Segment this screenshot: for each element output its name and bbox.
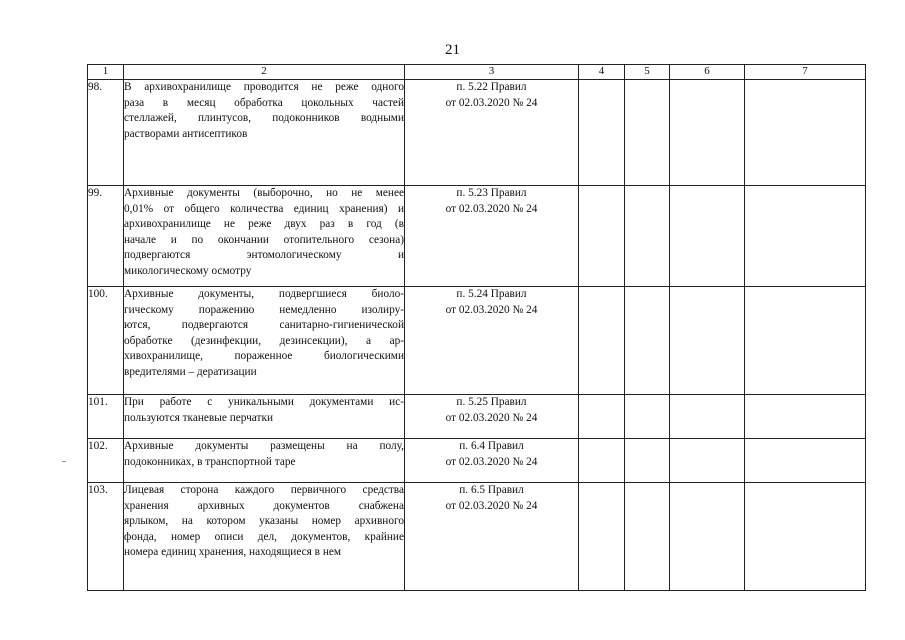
cell-col-5 <box>625 186 670 287</box>
table-row <box>88 439 866 483</box>
header-col-2: 2 <box>124 65 405 80</box>
checklist-table <box>87 64 866 591</box>
cell-col-4 <box>579 287 625 395</box>
reference-line: от 02.03.2020 № 24 <box>445 202 538 215</box>
requirement-text <box>124 483 405 591</box>
cell-col-7 <box>745 287 866 395</box>
requirement-line: хранения архивных документов снабжена <box>124 499 404 512</box>
requirement-text <box>124 439 405 483</box>
header-col-7: 7 <box>745 65 866 80</box>
reference-line: п. 5.22 Правил <box>456 81 527 93</box>
scan-mark <box>62 461 66 462</box>
row-number: 102. <box>88 439 124 483</box>
cell-col-7 <box>745 395 866 439</box>
reference-line: от 02.03.2020 № 24 <box>445 455 538 468</box>
requirement-line: микологическому осмотру <box>124 264 252 277</box>
row-number: 98. <box>88 80 124 186</box>
requirement-line: номера единиц хранения, находящиеся в нем <box>124 546 342 559</box>
reference-line: от 02.03.2020 № 24 <box>445 96 538 109</box>
table-row <box>88 80 866 186</box>
requirement-line: Архивные документы, подвергшиеся биоло- <box>124 288 404 300</box>
cell-col-5 <box>625 483 670 591</box>
requirement-line: хивохранилище, пораженное биологическими <box>124 350 404 363</box>
header-col-5: 5 <box>625 65 670 80</box>
page-number: 21 <box>445 42 460 58</box>
row-number: 100. <box>88 287 124 395</box>
requirement-line: Лицевая сторона каждого первичного средства <box>124 484 404 496</box>
cell-col-6 <box>670 395 745 439</box>
cell-col-7 <box>745 483 866 591</box>
cell-col-7 <box>745 80 866 186</box>
reference-line: п. 6.4 Правил <box>459 440 524 452</box>
reference-line: от 02.03.2020 № 24 <box>445 411 538 424</box>
header-col-6: 6 <box>670 65 745 80</box>
regulation-reference <box>405 439 579 483</box>
reference-line: п. 5.23 Правил <box>456 187 527 199</box>
row-number: 103. <box>88 483 124 591</box>
requirement-line: подоконниках, в транспортной таре <box>124 455 296 468</box>
requirement-text <box>124 287 405 395</box>
requirement-line: При работе с уникальными документами ис- <box>124 396 404 408</box>
reference-line: п. 5.25 Правил <box>456 396 527 408</box>
requirement-line: Архивные документы (выборочно, но не менее <box>124 187 404 199</box>
cell-col-4 <box>579 80 625 186</box>
cell-col-6 <box>670 186 745 287</box>
requirement-text <box>124 186 405 287</box>
header-col-4: 4 <box>579 65 625 80</box>
regulation-reference <box>405 80 579 186</box>
requirement-line: ярлыком, на котором указаны номер архивного <box>124 515 404 528</box>
cell-col-6 <box>670 439 745 483</box>
cell-col-6 <box>670 80 745 186</box>
requirement-line: подвергаются энтомологическому и <box>124 249 404 262</box>
requirement-line: стеллажей, плинтусов, подоконников водными <box>124 112 404 125</box>
reference-line: от 02.03.2020 № 24 <box>445 303 538 316</box>
table-row <box>88 287 866 395</box>
reference-line: от 02.03.2020 № 24 <box>445 499 538 512</box>
regulation-reference <box>405 483 579 591</box>
requirement-line: гическому поражению немедленно изолиру- <box>124 303 404 316</box>
cell-col-6 <box>670 483 745 591</box>
reference-line: п. 6.5 Правил <box>459 484 524 496</box>
requirement-line: архивохранилище не реже двух раз в год (в <box>124 218 404 231</box>
requirement-line: обработке (дезинфекции, дезинсекции), а ар- <box>124 334 404 347</box>
reference-line: п. 5.24 Правил <box>456 288 527 300</box>
cell-col-5 <box>625 80 670 186</box>
requirement-line: Архивные документы размещены на полу, <box>124 440 404 452</box>
regulation-reference <box>405 186 579 287</box>
requirement-text <box>124 80 405 186</box>
cell-col-4 <box>579 483 625 591</box>
table-header-row <box>88 65 866 80</box>
cell-col-4 <box>579 439 625 483</box>
requirement-line: вредителями – дератизации <box>124 365 257 378</box>
requirement-line: растворами антисептиков <box>124 127 248 140</box>
cell-col-4 <box>579 186 625 287</box>
requirement-line: 0,01% от общего количества единиц хранения) и <box>124 202 404 215</box>
requirement-text <box>124 395 405 439</box>
requirement-line: раза в месяц обработка цокольных частей <box>124 96 404 109</box>
header-col-3: 3 <box>405 65 579 80</box>
requirement-line: начале и по окончании отопительного сезона) <box>124 233 404 246</box>
row-number: 99. <box>88 186 124 287</box>
regulation-reference <box>405 287 579 395</box>
header-col-1: 1 <box>88 65 124 80</box>
cell-col-5 <box>625 439 670 483</box>
requirement-line: фонда, номер описи дел, документов, крайние <box>124 530 404 543</box>
table-row <box>88 395 866 439</box>
cell-col-4 <box>579 395 625 439</box>
cell-col-6 <box>670 287 745 395</box>
cell-col-7 <box>745 186 866 287</box>
requirement-line: ются, подвергаются санитарно-гигиенической <box>124 319 404 332</box>
row-number: 101. <box>88 395 124 439</box>
table-row <box>88 483 866 591</box>
requirement-line: пользуются тканевые перчатки <box>124 411 273 424</box>
regulation-reference <box>405 395 579 439</box>
requirement-line: В архивохранилище проводится не реже одного <box>124 81 404 93</box>
cell-col-5 <box>625 395 670 439</box>
table-row <box>88 186 866 287</box>
cell-col-7 <box>745 439 866 483</box>
cell-col-5 <box>625 287 670 395</box>
